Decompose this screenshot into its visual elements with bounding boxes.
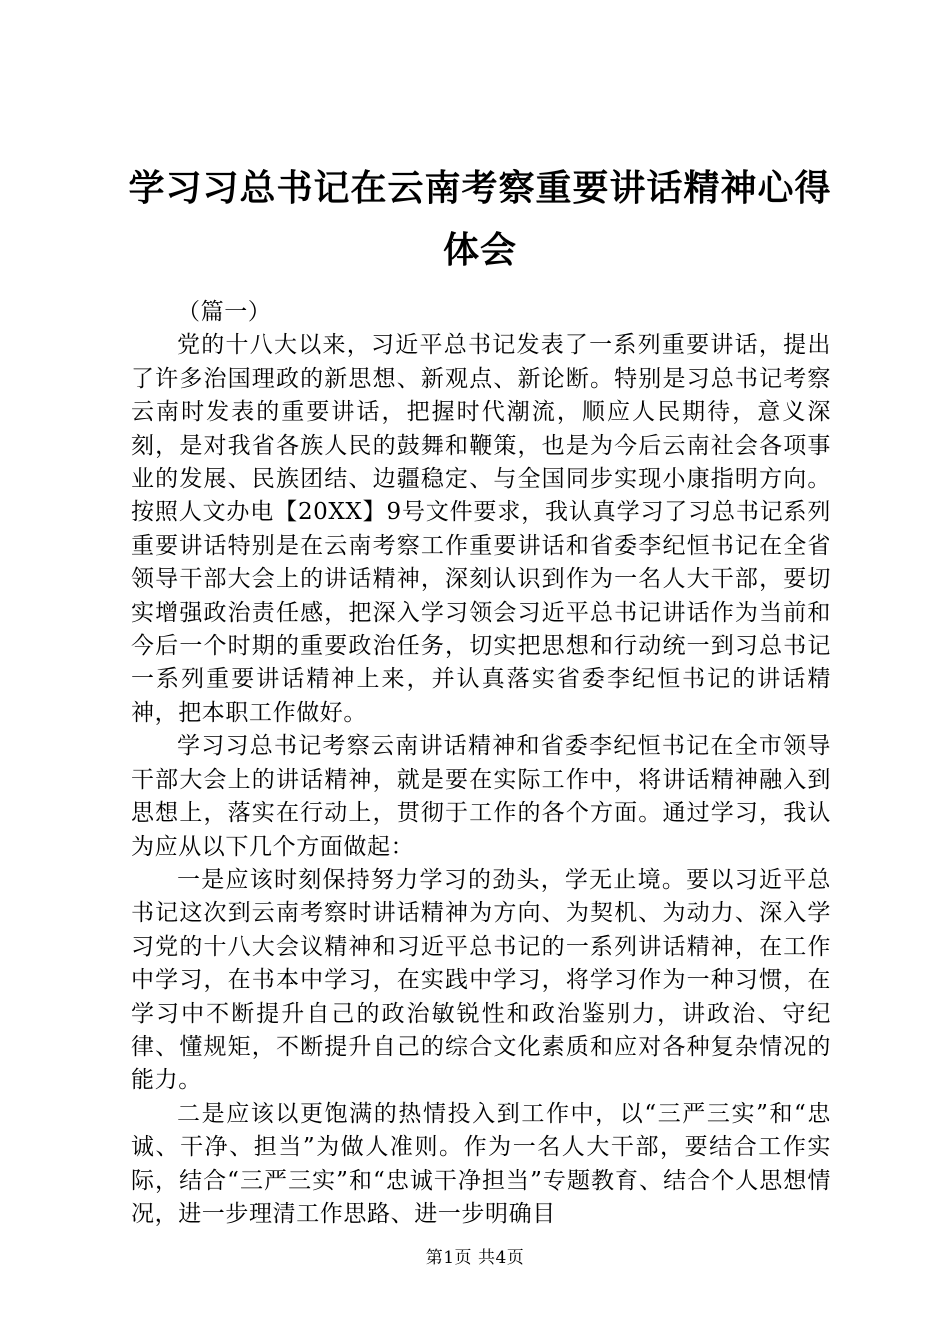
document-title: 学习习总书记在云南考察重要讲话精神心得体会: [128, 168, 832, 271]
page-footer: 第1页 共4页: [425, 1248, 525, 1268]
document-body: [131, 296, 831, 1231]
paragraph-4: 二是应该以更饱满的热情投入到工作中，以“三严三实”和“忠诚、干净、担当”为做人准则。作为一名人大干部，要结合工作实际，结合“三严三实”和“忠诚干净担当”专题教育、结合个人思想情况，进一步理清工作思路、进一步明确目: [131, 1100, 831, 1227]
paragraph-2: 学习习总书记考察云南讲话精神和省委李纪恒书记在全市领导干部大会上的讲话精神，就是要在实际工作中，将讲话精神融入到思想上，落实在行动上，贯彻于工作的各个方面。通过学习，我认为应从以下几个方面做起：: [131, 733, 831, 860]
paragraph-3: 一是应该时刻保持努力学习的劲头，学无止境。要以习近平总书记这次到云南考察时讲话精神为方向、为契机、为动力、深入学习党的十八大会议精神和习近平总书记的一系列讲话精神，在工作中学习，在书本中学习，在实践中学习，将学习作为一种习惯，在学习中不断提升自己的政治敏锐性和政治鉴别力，讲政治、守纪律、懂规矩，不断提升自己的综合文化素质和应对各种复杂情况的能力。: [131, 866, 831, 1094]
section-label: （篇一）: [177, 299, 272, 325]
paragraph-1: 党的十八大以来，习近平总书记发表了一系列重要讲话，提出了许多治国理政的新思想、新观点、新论断。特别是习总书记考察云南时发表的重要讲话，把握时代潮流，顺应人民期待，意义深刻，是对我省各族人民的鼓舞和鞭策，也是为今后云南社会各项事业的发展、民族团结、边疆稳定、与全国同步实现小康指明方向。按照人文办电【20XX】9号文件要求，我认真学习了习总书记系列重要讲话特别是在云南考察工作重要讲话和省委李纪恒书记在全省领导干部大会上的讲话精神，深刻认识到作为一名人大干部，要切实增强政治责任感，把深入学习领会习近平总书记讲话作为当前和今后一个时期的重要政治任务，切实把思想和行动统一到习总书记一系列重要讲话精神上来，并认真落实省委李纪恒书记的讲话精神，把本职工作做好。: [131, 332, 831, 726]
